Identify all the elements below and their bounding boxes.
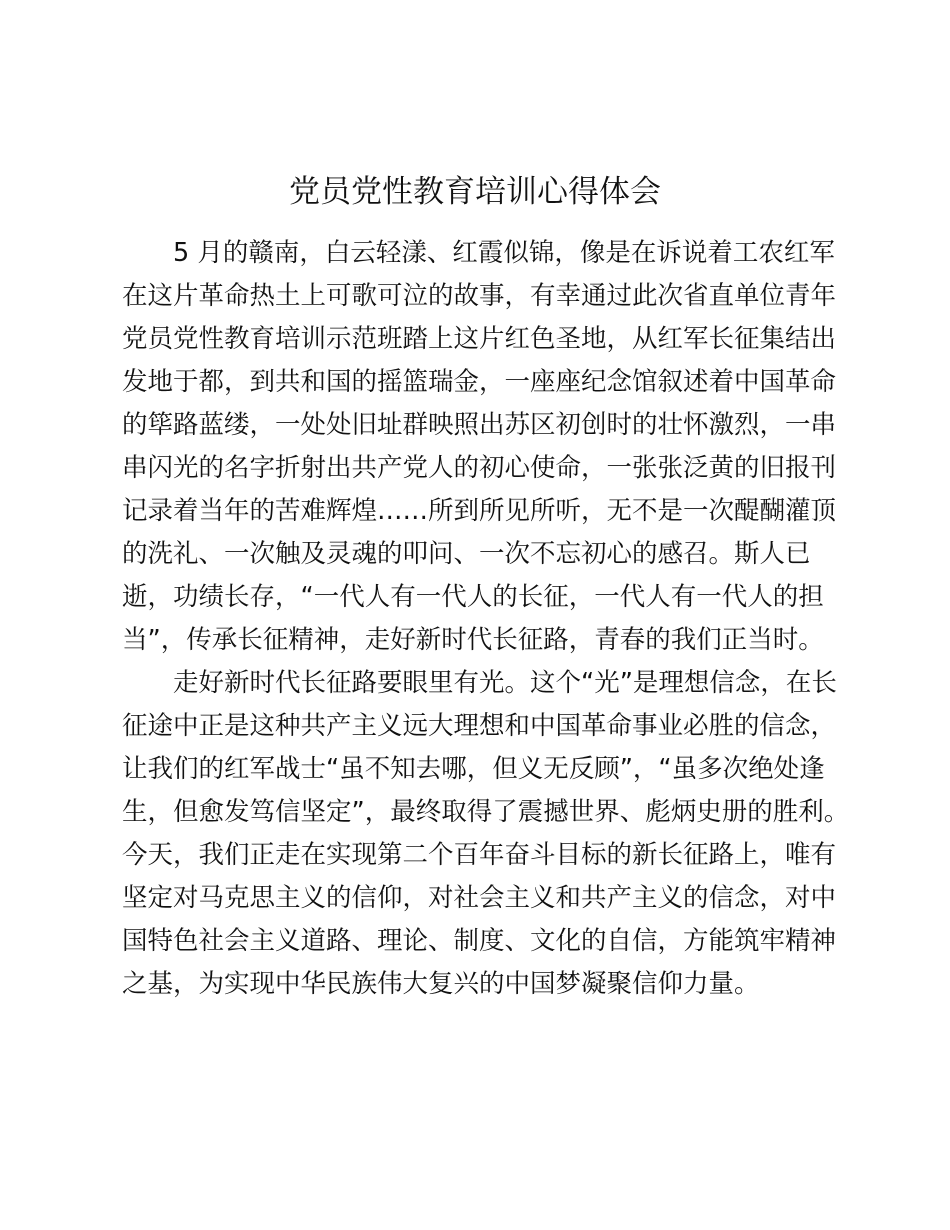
paragraph-line: 记录着当年的苦难辉煌……所到所见所听，无不是一次醍醐灌顶 <box>122 496 837 526</box>
paragraph-line: 的洗礼、一次触及灵魂的叩问、一次不忘初心的感召。斯人已 <box>122 539 811 569</box>
paragraph-line: 串闪光的名字折射出共产党人的初心使命，一张张泛黄的旧报刊 <box>122 453 837 483</box>
paragraph-line: 走好新时代长征路要眼里有光。这个“光”是理想信念，在长 <box>122 668 837 698</box>
paragraph-line: 生，但愈发笃信坚定”，最终取得了震撼世界、彪炳史册的胜利。 <box>122 797 850 827</box>
paragraph-line: 5 月的赣南，白云轻漾、红霞似锦，像是在诉说着工农红军 <box>122 238 835 268</box>
document-body <box>122 232 850 1006</box>
paragraph-line: 让我们的红军战士“虽不知去哪，但义无反顾”，“虽多次绝处逢 <box>122 754 825 784</box>
paragraph-line: 之基，为实现中华民族伟大复兴的中国梦凝聚信仰力量。 <box>122 969 760 999</box>
paragraph-line: 坚定对马克思主义的信仰，对社会主义和共产主义的信念，对中 <box>122 883 837 913</box>
paragraph-line: 逝，功绩长存，“一代人有一代人的长征，一代人有一代人的担 <box>122 582 824 612</box>
paragraph-2 <box>122 662 850 1006</box>
document-title: 党员党性教育培训心得体会 <box>289 174 661 210</box>
paragraph-line: 国特色社会主义道路、理论、制度、文化的自信，方能筑牢精神 <box>122 926 837 956</box>
paragraph-line: 今天，我们正走在实现第二个百年奋斗目标的新长征路上，唯有 <box>122 840 837 870</box>
paragraph-1 <box>122 232 837 662</box>
paragraph-line: 当”，传承长征精神，走好新时代长征路，青春的我们正当时。 <box>122 625 824 655</box>
paragraph-line: 的筚路蓝缕，一处处旧址群映照出苏区初创时的壮怀激烈，一串 <box>122 410 837 440</box>
paragraph-line: 征途中正是这种共产主义远大理想和中国革命事业必胜的信念， <box>122 711 837 741</box>
paragraph-line: 在这片革命热土上可歌可泣的故事，有幸通过此次省直单位青年 <box>122 281 837 311</box>
paragraph-line: 党员党性教育培训示范班踏上这片红色圣地，从红军长征集结出 <box>122 324 837 354</box>
paragraph-line: 发地于都，到共和国的摇篮瑞金，一座座纪念馆叙述着中国革命 <box>122 367 837 397</box>
